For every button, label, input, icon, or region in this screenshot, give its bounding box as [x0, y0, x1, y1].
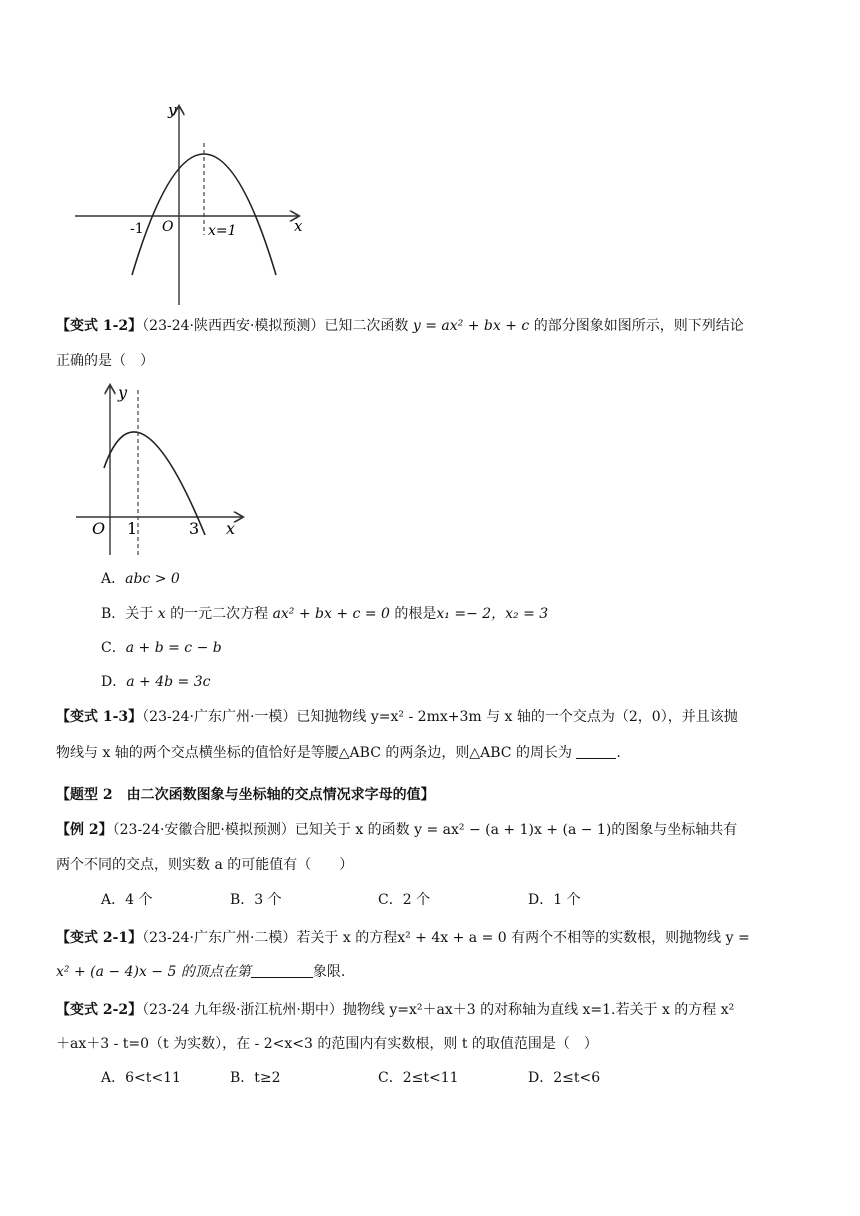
option-label: C． — [101, 640, 126, 656]
option-text: abc > 0 — [125, 571, 180, 587]
option-text: 2 个 — [402, 892, 431, 908]
option-label: A． — [101, 1070, 126, 1086]
v13-text2: 物线与 x 轴的两个交点横坐标的值恰好是等腰△ABC 的两条边，则△ABC 的周长为 — [56, 745, 572, 761]
v12-line2: 正确的是（ ） — [56, 353, 154, 369]
v21-text2a: x² + (a − 4)x − 5 的顶点在第 — [56, 964, 251, 980]
v22-line1 — [56, 1000, 734, 1020]
ex2-option-a — [101, 890, 152, 910]
v22-line2: ＋ax＋3 - t=0（t 为实数），在 - 2<x<3 的范围内有实数根，则 t 的取值范围是（ ） — [56, 1036, 598, 1052]
ex2-tag: 【例 2】 — [56, 822, 113, 838]
neg-one-label: -1 — [130, 221, 144, 237]
option-label: D． — [528, 1070, 554, 1086]
answer-blank[interactable] — [576, 744, 616, 759]
option-label: C． — [378, 892, 403, 908]
v12-line1 — [56, 316, 744, 336]
v12-func: y = ax² + bx + c — [412, 318, 530, 334]
v21-line2 — [56, 962, 345, 982]
ex2-option-d — [528, 890, 581, 910]
option-post: 的根是 — [394, 606, 437, 622]
section-2-title: 【题型 2 由二次函数图象与坐标轴的交点情况求字母的值】 — [56, 787, 435, 803]
v22-option-d — [528, 1068, 600, 1088]
v12-source: （23-24·陕西西安·模拟预测）已知二次函数 — [142, 318, 409, 334]
y-label: y — [168, 101, 177, 119]
option-label: B． — [230, 1070, 255, 1086]
option-text: a + b = c − b — [125, 640, 222, 656]
v22-option-a — [101, 1068, 181, 1088]
v12-option-d — [101, 672, 210, 692]
v12-option-c — [101, 638, 222, 658]
option-eq: ax² + bx + c = 0 — [272, 606, 390, 622]
v21-line1 — [56, 928, 750, 948]
option-pre: 关于 — [125, 606, 154, 622]
v13-line2 — [56, 743, 621, 763]
ex2-option-c — [378, 890, 430, 910]
option-roots: x₁ =− 2，x₂ = 3 — [436, 606, 549, 622]
v12-option-b — [101, 604, 548, 624]
v22-option-b — [230, 1068, 281, 1088]
option-text: 1 个 — [553, 892, 581, 908]
v12-tag: 【变式 1-2】 — [56, 318, 143, 334]
option-mid: 的一元二次方程 — [170, 606, 269, 622]
option-text: a + 4b = 3c — [126, 674, 211, 690]
option-label: C． — [378, 1070, 403, 1086]
option-text: t≥2 — [254, 1070, 281, 1086]
v12-option-a — [101, 569, 180, 589]
graph-2 — [72, 380, 252, 560]
option-text: 6<t<11 — [125, 1070, 181, 1086]
v22-tag: 【变式 2-2】 — [56, 1002, 143, 1018]
option-label: D． — [528, 892, 554, 908]
option-label: A． — [101, 892, 126, 908]
option-label: D． — [101, 674, 127, 690]
origin-label: O — [92, 519, 106, 538]
symmetry-label: x=1 — [208, 223, 237, 239]
option-text: 4 个 — [125, 892, 153, 908]
option-label: A． — [101, 571, 126, 587]
option-text: 2≤t<6 — [553, 1070, 601, 1086]
v13-text: （23-24·广东广州·一模）已知抛物线 y=x² - 2mx+3m 与 x 轴的一个交点为（2，0），并且该抛 — [142, 709, 738, 725]
v21-tag: 【变式 2-1】 — [56, 930, 143, 946]
x-label: x — [294, 217, 303, 235]
ex2-line2: 两个不同的交点，则实数 a 的可能值有（ ） — [56, 857, 354, 873]
x-label: x — [226, 519, 236, 538]
ex2-text: （23-24·安徽合肥·模拟预测）已知关于 x 的函数 y = ax² − (a + 1)x + (a − 1)的图象与坐标轴共有 — [112, 822, 738, 838]
option-text: 3 个 — [254, 892, 282, 908]
option-label: B． — [230, 892, 255, 908]
v22-text: （23-24 九年级·浙江杭州·期中）抛物线 y=x²＋ax＋3 的对称轴为直线 x=1.若关于 x 的方程 x² — [142, 1002, 735, 1018]
origin-label: O — [162, 219, 174, 235]
answer-blank[interactable] — [251, 963, 313, 978]
tick-1-label: 1 — [127, 519, 138, 538]
v12-rest: 的部分图象如图所示，则下列结论 — [533, 318, 744, 334]
ex2-line1 — [56, 820, 737, 840]
v21-text: （23-24·广东广州·二模）若关于 x 的方程x² + 4x + a = 0 有两个不相等的实数根，则抛物线 y = — [142, 930, 750, 946]
option-text: 2≤t<11 — [402, 1070, 459, 1086]
v13-line1 — [56, 707, 738, 727]
option-var: x — [157, 606, 166, 622]
graph-1 — [70, 95, 310, 310]
y-label: y — [118, 383, 128, 402]
v22-option-c — [378, 1068, 459, 1088]
v13-tag: 【变式 1-3】 — [56, 709, 143, 725]
v13-end: . — [616, 745, 621, 761]
ex2-option-b — [230, 890, 282, 910]
option-label: B． — [101, 606, 126, 622]
tick-3-label: 3 — [189, 519, 200, 538]
v21-text2b: 象限. — [312, 964, 346, 980]
